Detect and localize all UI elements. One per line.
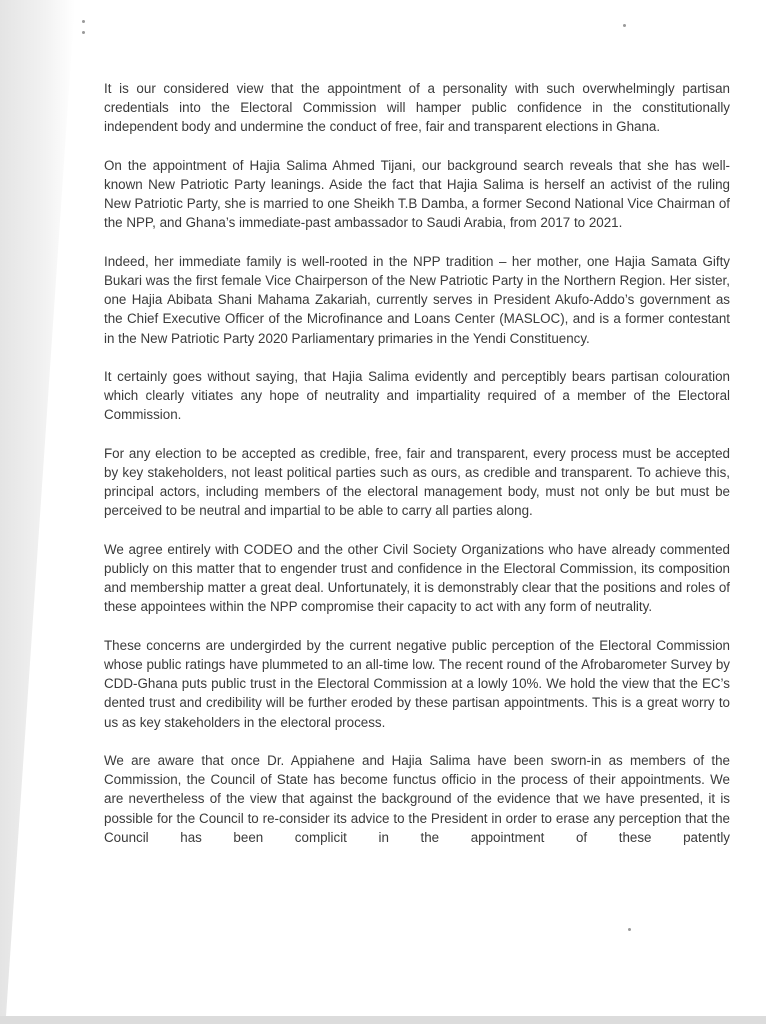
paragraph-3: Indeed, her immediate family is well-rooted in the NPP tradition – her mother, one Hajia Samata Gifty Bukari was the first female Vice Chairperson of the New Patriotic Party in the Northern Region. Her sister, one Hajia Abibata Shani Mahama Zakariah, currently serves in President Akufo-Addo’s government as the Chief Executive Officer of the Microfinance and Loans Center (MASLOC), and is a former contestant in the New Patriotic Party 2020 Parliamentary primaries in the Yendi Constituency. (104, 253, 730, 346)
paragraph-6: We agree entirely with CODEO and the other Civil Society Organizations who have already commented publicly on this matter that to engender trust and confidence in the Electoral Commission, its composition and membership matter a great deal. Unfortunately, it is demonstrably clear that the positions and roles of these appointees within the NPP compromise their capacity to act with any form of neutrality. (104, 541, 730, 615)
paragraph-1: It is our considered view that the appointment of a personality with such overwhelmingly partisan credentials into the Electoral Commission will hamper public confidence in the constitutionally independent body and undermine the conduct of free, fair and transparent elections in Ghana. (104, 81, 730, 135)
paragraph-4: It certainly goes without saying, that Hajia Salima evidently and perceptibly bears partisan colouration which clearly vitiates any hope of neutrality and impartiality required of a member of the Electoral Commission. (104, 369, 730, 423)
scanner-bottom-edge (0, 1016, 766, 1024)
scan-speck (82, 31, 85, 34)
paragraph-2: On the appointment of Hajia Salima Ahmed Tijani, our background search reveals that she has well-known New Patriotic Party leanings. Aside the fact that Hajia Salima is herself an activist of the ruling New Patriotic Party, she is married to one Sheikh T.B Damba, a former Second National Vice Chairman of the NPP, and Ghana’s immediate-past ambassador to Saudi Arabia, from 2017 to 2021. (104, 157, 730, 231)
scan-speck (623, 24, 626, 27)
scan-speck (628, 928, 631, 931)
paragraph-5: For any election to be accepted as credible, free, fair and transparent, every process must be accepted by key stakeholders, not least political parties such as ours, as credible and transparent. To achieve this, principal actors, including members of the electoral management body, must not only be but must be perceived to be neutral and impartial to be able to carry all parties along. (104, 445, 730, 519)
document-body (104, 79, 730, 866)
page-curl-shadow (0, 0, 75, 1016)
scan-speck (82, 20, 85, 23)
paragraph-7: These concerns are undergirded by the current negative public perception of the Electoral Commission whose public ratings have plummeted to an all-time low. The recent round of the Afrobarometer Survey by CDD-Ghana puts public trust in the Electoral Commission at a lowly 10%. We hold the view that the EC’s dented trust and credibility will be further eroded by these partisan appointments. This is a great worry to us as key stakeholders in the electoral process. (104, 637, 730, 730)
paragraph-8: We are aware that once Dr. Appiahene and Hajia Salima have been sworn-in as members of the Commission, the Council of State has become functus officio in the process of their appointments. We are nevertheless of the view that against the background of the evidence that we have presented, it is possible for the Council to re-consider its advice to the President in order to erase any perception that the Council has been complicit in the appointment of these patently (104, 753, 730, 845)
